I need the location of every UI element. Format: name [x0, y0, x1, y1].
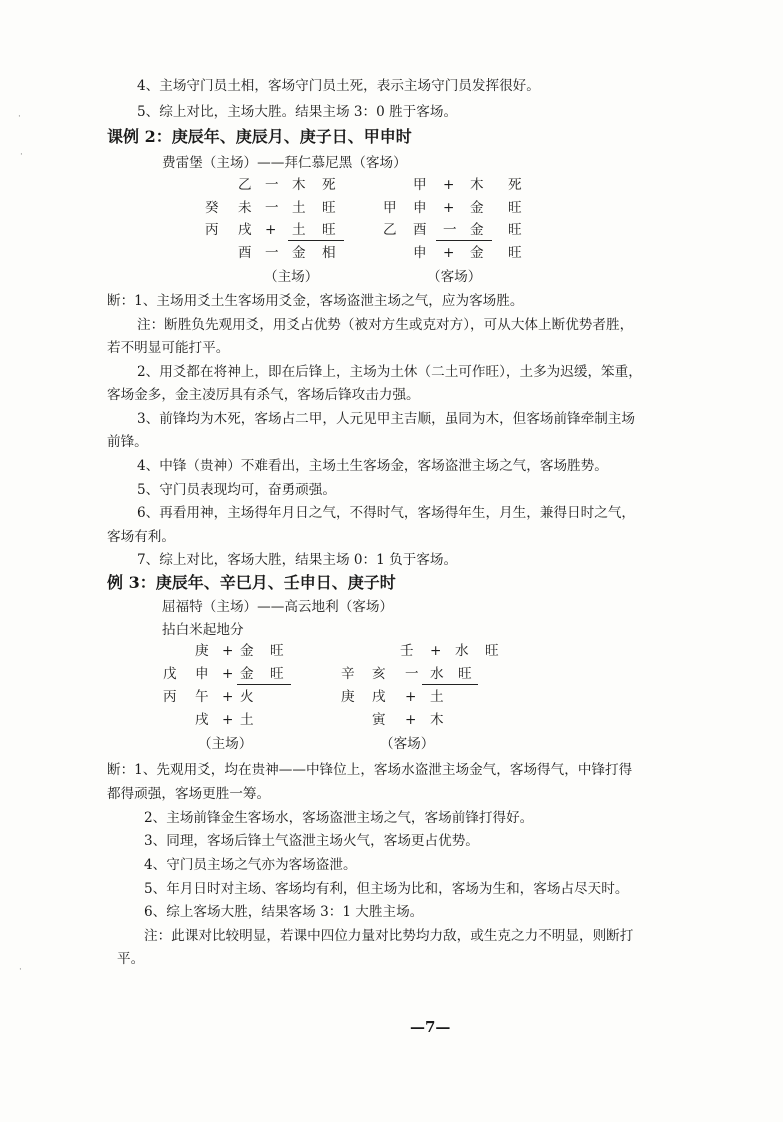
t2-cell: 乙 [383, 222, 397, 238]
section-heading: 课例 2：庚辰年、庚辰月、庚子日、甲申时 [107, 127, 412, 146]
t2-cell: 一 [265, 245, 279, 261]
text-line: 5、年月日时对主场、客场均有利，但主场为比和，客场为生和，客场占尽天时。 [144, 881, 629, 897]
text-line: 若不明显可能打平。 [107, 340, 230, 356]
text-line: 4、中锋（贵神）不难看出，主场土生客场金，客场盗泄主场之气，客场胜势。 [137, 458, 608, 474]
t2-cell: 乙 [238, 177, 252, 193]
text-line: 6、再看用神，主场得年月日之气，不得时气，客场得年生，月生，兼得日时之气， [137, 505, 636, 521]
match-title: 屈福特（主场）——高云地利（客场） [162, 599, 394, 615]
text-line: 前锋。 [107, 434, 148, 450]
t3-cell: 金 [240, 643, 254, 659]
text-line: 断：1、主场用爻土生客场用爻金，客场盗泄主场之气，应为客场胜。 [107, 293, 524, 309]
t3-cell: 辛 [341, 666, 355, 682]
t3-cell: 午 [195, 689, 209, 705]
home-caption: （主场） [198, 736, 253, 752]
t2-cell: 甲 [383, 200, 397, 216]
t3-cell: + [405, 712, 417, 728]
t2-cell: 旺 [508, 245, 522, 261]
t2-cell: 死 [322, 177, 336, 193]
t3-cell: 旺 [485, 643, 499, 659]
t2-cell: 申 [413, 200, 427, 216]
text-line: 2、主场前锋金生客场水，客场盗泄主场之气，客场前锋打得好。 [144, 810, 534, 826]
home-caption: （主场） [264, 269, 319, 285]
text-line: 平。 [117, 951, 145, 967]
t2-cell: 未 [238, 200, 252, 216]
t2-cell: 旺 [508, 200, 522, 216]
underline [422, 684, 478, 685]
t2-cell: 旺 [508, 222, 522, 238]
away-caption: （客场） [380, 736, 435, 752]
t3-cell: 旺 [270, 666, 284, 682]
t2-cell: 死 [508, 177, 522, 193]
t3-cell: 亥 [372, 666, 386, 682]
text-line: 7、综上对比，客场大胜，结果主场 0：1 负于客场。 [137, 552, 458, 568]
t2-cell: 金 [292, 245, 306, 261]
text-line: 5、守门员表现均可，奋勇顽强。 [137, 482, 336, 498]
t3-cell: 旺 [270, 643, 284, 659]
text-line: 注：断胜负先观用爻，用爻占优势（被对方生或克对方），可从大体上断优势者胜， [137, 317, 634, 333]
text-line: 客场有利。 [107, 529, 175, 545]
underline [288, 240, 344, 241]
underline [237, 684, 291, 685]
t3-cell: 丙 [163, 689, 177, 705]
page-number: —7— [410, 1018, 451, 1036]
t3-cell: + [222, 689, 234, 705]
t3-cell: + [222, 712, 234, 728]
t3-cell: 戊 [163, 666, 177, 682]
t2-cell: 金 [470, 222, 484, 238]
text-line: 断：1、先观用爻，均在贵神——中锋位上，客场水盗泄主场金气，客场得气，中锋打得 [107, 762, 633, 778]
t3-cell: 申 [195, 666, 209, 682]
t2-cell: + [265, 222, 277, 238]
t3-cell: 一 [405, 666, 419, 682]
t2-cell: 木 [470, 177, 484, 193]
t3-cell: 寅 [372, 712, 386, 728]
t2-cell: 金 [470, 245, 484, 261]
t2-cell: + [443, 200, 455, 216]
scan-speck: · [20, 150, 23, 160]
t2-cell: 金 [470, 200, 484, 216]
scan-speck: · [18, 112, 21, 122]
text-line: 客场金多，金主凌厉具有杀气，客场后锋攻击力强。 [107, 387, 420, 403]
t2-cell: 戌 [238, 222, 252, 238]
t3-cell: 金 [240, 666, 254, 682]
text-line: 5、综上对比，主场大胜。结果主场 3：0 胜于客场。 [137, 104, 458, 120]
text-line: 3、同理，客场后锋土气盗泄主场火气，客场更占优势。 [144, 833, 479, 849]
t2-cell: 旺 [322, 222, 336, 238]
underline [436, 240, 492, 241]
t2-cell: 旺 [322, 200, 336, 216]
t3-cell: + [405, 689, 417, 705]
t3-cell: + [222, 643, 234, 659]
t2-cell: 一 [443, 222, 457, 238]
text-line: 都得顽强，客场更胜一筹。 [107, 786, 271, 802]
t3-cell: 庚 [195, 643, 209, 659]
t2-cell: 相 [322, 245, 336, 261]
scan-speck: · [19, 965, 22, 975]
t3-cell: 旺 [458, 666, 472, 682]
text-line: 3、前锋均为木死，客场占二甲，人元见甲主吉顺，虽同为木，但客场前锋牵制主场 [137, 411, 636, 427]
t3-cell: 火 [240, 689, 254, 705]
text-line: 2、用爻都在将神上，即在后锋上，主场为土休（二土可作旺），土多为迟缓，笨重， [137, 364, 642, 380]
t3-cell: + [222, 666, 234, 682]
section-heading: 例 3：庚辰年、辛巳月、壬申日、庚子时 [107, 573, 396, 592]
text-line: 6、综上客场大胜，结果客场 3：1 大胜主场。 [144, 904, 424, 920]
t2-cell: 酉 [413, 222, 427, 238]
t2-cell: 申 [413, 245, 427, 261]
t2-cell: 癸 [205, 200, 219, 216]
t2-cell: + [443, 245, 455, 261]
t2-cell: 土 [292, 200, 306, 216]
t2-cell: 土 [292, 222, 306, 238]
t3-cell: 壬 [400, 643, 414, 659]
t2-cell: 一 [265, 177, 279, 193]
t3-cell: 戌 [195, 712, 209, 728]
away-caption: （客场） [427, 269, 482, 285]
text-line: 4、主场守门员土相，客场守门员土死，表示主场守门员发挥很好。 [137, 78, 540, 94]
t3-cell: 土 [430, 689, 444, 705]
match-title: 费雷堡（主场）——拜仁慕尼黑（客场） [162, 155, 407, 171]
text-line: 注：此课对比较明显，若课中四位力量对比势均力敌，或生克之力不明显，则断打 [144, 928, 634, 944]
t3-cell: 戌 [372, 689, 386, 705]
t2-cell: 一 [265, 200, 279, 216]
method-note: 拈白米起地分 [162, 622, 244, 638]
t2-cell: 丙 [205, 222, 219, 238]
t3-cell: + [430, 643, 442, 659]
t3-cell: 庚 [341, 689, 355, 705]
t3-cell: 水 [455, 643, 469, 659]
t3-cell: 土 [240, 712, 254, 728]
t3-cell: 水 [430, 666, 444, 682]
text-line: 4、守门员主场之气亦为客场盗泄。 [144, 857, 357, 873]
t2-cell: + [443, 177, 455, 193]
t2-cell: 酉 [238, 245, 252, 261]
t2-cell: 木 [292, 177, 306, 193]
t3-cell: 木 [430, 712, 444, 728]
t2-cell: 甲 [413, 177, 427, 193]
